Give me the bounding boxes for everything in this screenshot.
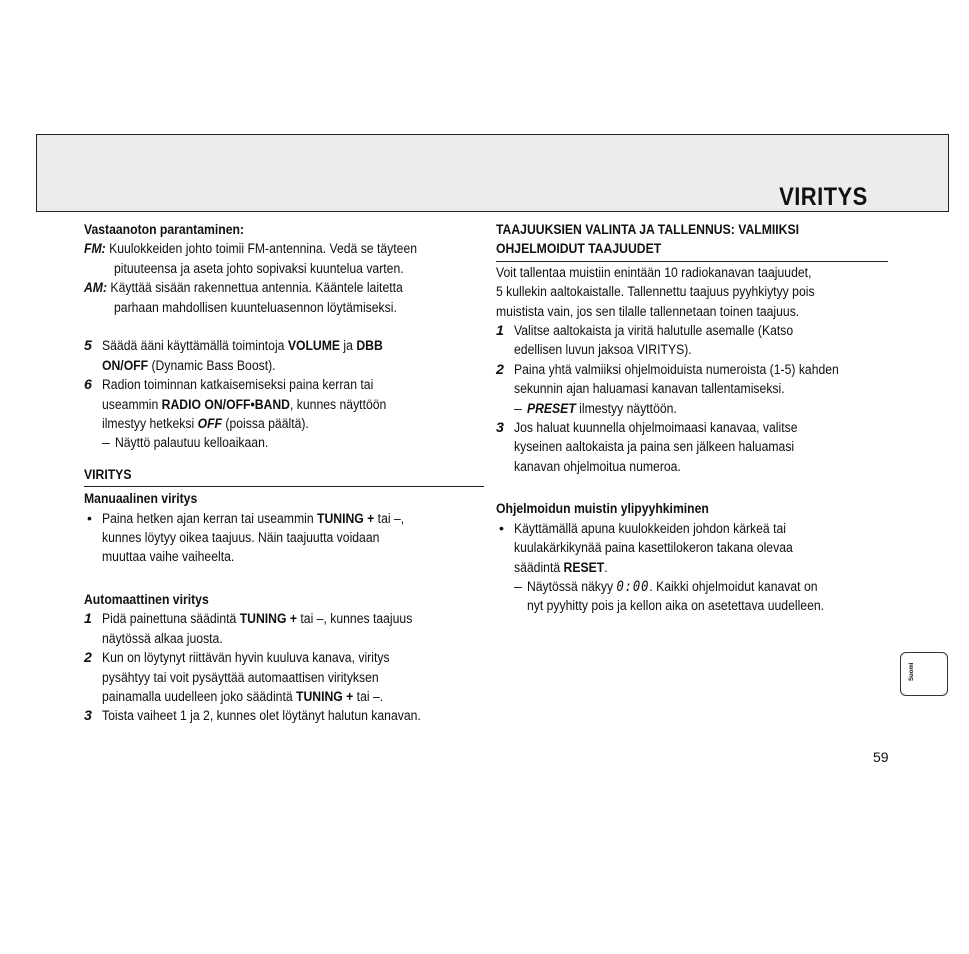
step-text: edellisen luvun jaksoa VIRITYS).	[514, 342, 692, 359]
am-text: Käyttää sisään rakennettua antennia. Kääntele laitetta	[107, 280, 403, 297]
step-number: 1	[496, 323, 504, 340]
dash-marker: –	[102, 435, 110, 452]
section-viritys	[84, 466, 484, 487]
step-number: 2	[496, 361, 504, 378]
right-column	[496, 221, 896, 617]
tuning-key: TUNING +	[239, 611, 298, 628]
section-title: TAAJUUKSIEN VALINTA JA TALLENNUS: VALMIIKSI	[496, 222, 800, 238]
step-5	[84, 337, 484, 356]
step-text: säädintä	[514, 559, 564, 576]
step-6	[84, 376, 484, 395]
step-number: 3	[84, 708, 92, 725]
step-text: painamalla uudelleen joko säädintä	[102, 688, 297, 705]
step-text: Valitse aaltokaista ja viritä halutulle asemalle (Katso	[514, 323, 794, 340]
dbb-key: DBB	[356, 338, 383, 355]
section-title: VIRITYS	[84, 466, 132, 483]
step-text: Jos haluat kuunnella ohjelmoimaasi kanavaa, valitse	[514, 420, 798, 437]
bullet: •	[499, 520, 504, 537]
step-text: useammin	[102, 396, 162, 413]
auto-step-3	[84, 707, 484, 726]
page-number: 59	[873, 749, 889, 765]
step-text: Radion toiminnan katkaisemiseksi paina kerran tai	[102, 377, 374, 394]
reset-key: RESET	[563, 559, 605, 576]
step-text: .	[604, 559, 608, 576]
step-text: kanavan ohjelmoitua numeroa.	[514, 458, 681, 475]
preset-step-3	[496, 419, 896, 438]
auto-heading: Automaattinen viritys	[84, 591, 209, 608]
preset-step-1	[496, 322, 896, 341]
volume-key: VOLUME	[287, 338, 341, 355]
step-text: tai –,	[374, 510, 405, 527]
dash-text: . Kaikki ohjelmoidut kanavat on	[649, 578, 818, 595]
off-display: OFF	[197, 416, 223, 433]
step-number: 6	[84, 377, 92, 394]
step-number: 3	[496, 420, 504, 437]
am-label: AM:	[84, 280, 108, 297]
bullet: •	[87, 510, 92, 527]
dash-text: nyt pyyhitty pois ja kellon aika on asetettava uudelleen.	[526, 598, 825, 615]
dash-marker: –	[514, 578, 522, 595]
preset-step-2	[496, 361, 896, 380]
section-presets	[496, 240, 888, 261]
intro-text: 5 kullekin aaltokaistalle. Tallennettu taajuus pyyhkiytyy pois	[496, 284, 815, 301]
step-text: ja	[340, 338, 357, 355]
step-text: näytössä alkaa juosta.	[102, 630, 223, 647]
step-text: tai –, kunnes taajuus	[297, 611, 413, 628]
preset-display: PRESET	[526, 400, 576, 417]
auto-step-1	[84, 610, 484, 629]
step-text: Paina yhtä valmiiksi ohjelmoiduista numeroista (1-5) kahden	[514, 361, 839, 378]
step-text: pysähtyy tai voit pysäyttää automaattisen virityksen	[102, 669, 379, 686]
am-text-cont: parhaan mahdollisen kuunteluasennon löytämiseksi.	[114, 299, 397, 316]
onoff-key: ON/OFF	[102, 357, 149, 374]
step-number: 1	[84, 611, 92, 628]
step-text: Säädä ääni käyttämällä toimintoja	[102, 338, 288, 355]
step-text: kunnes löytyy oikea taajuus. Näin taajuutta voidaan	[102, 530, 380, 547]
step-text: Toista vaiheet 1 ja 2, kunnes olet löytänyt halutun kanavan.	[102, 708, 421, 725]
dash-text: Näytössä näkyy	[526, 578, 617, 595]
step-text: tai –.	[353, 688, 384, 705]
intro-text: muistista vain, jos sen tilalle tallennetaan toinen taajuus.	[496, 303, 800, 320]
step-text: Kun on löytynyt riittävän hyvin kuuluva kanava, viritys	[102, 650, 390, 667]
step-number: 5	[84, 338, 92, 355]
overwrite-bullet-item	[496, 520, 896, 539]
language-tab	[900, 652, 948, 696]
auto-step-2	[84, 649, 484, 668]
left-column	[84, 221, 484, 727]
manual-bullet-item	[84, 510, 484, 529]
step-text: kyseinen aaltokaista ja paina sen jälkeen haluamasi	[514, 439, 795, 456]
step-text: kuulakärkikynää paina kasettilokeron takana olevaa	[514, 540, 793, 557]
header-band	[36, 134, 949, 212]
intro-text: Voit tallentaa muistiin enintään 10 radiokanavan taajuudet,	[496, 264, 812, 281]
step-text: (poissa päältä).	[222, 416, 309, 433]
fm-label: FM:	[84, 241, 106, 258]
step-text: Pidä painettuna säädintä	[102, 611, 240, 628]
dash-marker: –	[514, 400, 522, 417]
language-tab-label: Suomi	[909, 662, 915, 681]
radio-band-key: RADIO ON/OFF•BAND	[161, 396, 290, 413]
reception-heading: Vastaanoton parantaminen:	[84, 222, 245, 238]
page-title: VIRITYS	[779, 183, 868, 211]
fm-text: Kuulokkeiden johto toimii FM-antennina. Vedä se täyteen	[105, 241, 418, 258]
step-text: Paina hetken ajan kerran tai useammin	[102, 510, 317, 527]
fm-text-cont: pituuteensa ja aseta johto sopivaksi kuuntelua varten.	[114, 260, 404, 277]
step-text: ilmestyy hetkeksi	[102, 416, 198, 433]
tuning-key: TUNING +	[317, 510, 375, 527]
step-number: 2	[84, 650, 92, 667]
step-text: , kunnes näyttöön	[289, 396, 387, 413]
tuning-key: TUNING +	[296, 688, 354, 705]
step-text: (Dynamic Bass Boost).	[148, 357, 276, 374]
manual-heading: Manuaalinen viritys	[84, 491, 198, 508]
dash-text: ilmestyy näyttöön.	[575, 400, 677, 417]
dash-text: Näyttö palautuu kelloaikaan.	[114, 435, 269, 452]
section-title-cont: OHJELMOIDUT TAAJUUDET	[496, 241, 662, 258]
step-text: muuttaa vaihe vaiheelta.	[102, 549, 235, 566]
lcd-display: 0:00	[616, 578, 650, 595]
step-text: Käyttämällä apuna kuulokkeiden johdon kärkeä tai	[514, 520, 787, 537]
step-text: sekunnin ajan haluamasi kanavan tallentamiseksi.	[514, 381, 785, 398]
overwrite-heading: Ohjelmoidun muistin ylipyyhkiminen	[496, 501, 709, 518]
